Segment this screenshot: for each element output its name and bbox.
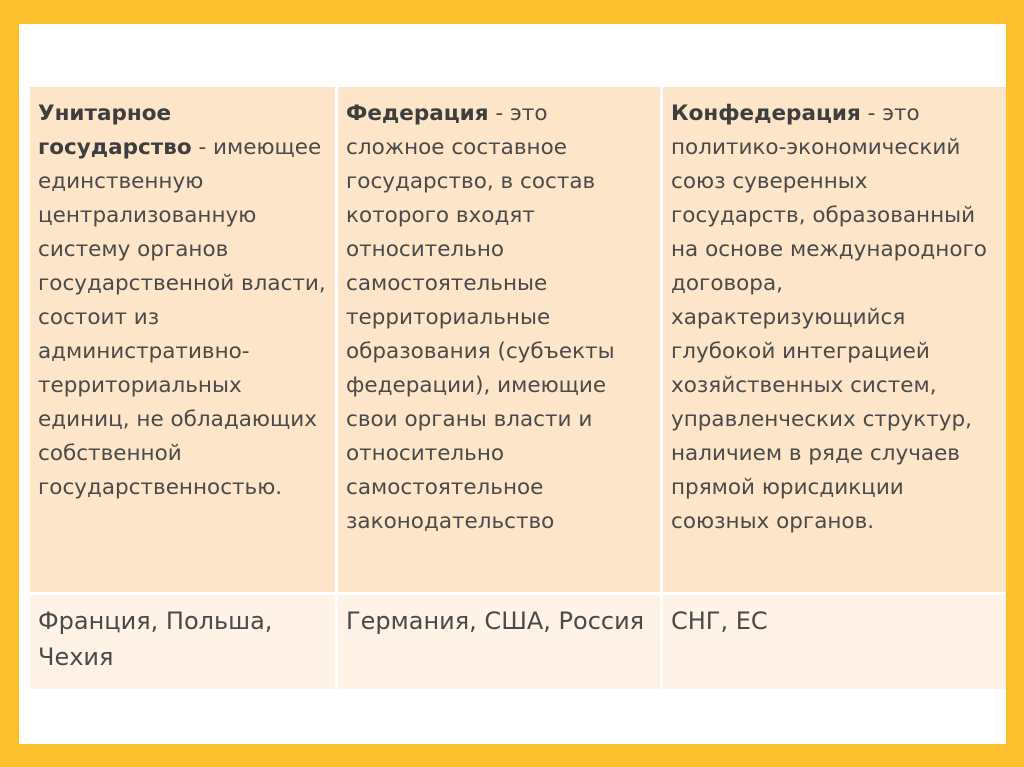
definitions-row bbox=[30, 87, 1006, 592]
examples-federation: Германия, США, Россия bbox=[338, 595, 660, 689]
term-confederation: Конфедерация bbox=[671, 101, 861, 126]
definition-cell-confederation bbox=[663, 87, 1006, 592]
definition-cell-federation bbox=[338, 87, 660, 592]
definition-federation: - это сложное составное государство, в состав которого входят относительно самостоятельные территориальные образования (субъекты федерации), имеющие свои органы власти и относительно самостоятельное законодательство bbox=[346, 101, 615, 534]
definition-cell-unitary bbox=[30, 87, 335, 592]
definition-confederation: - это политико-экономический союз суверенных государств, образованный на основе международного договора, характеризующийся глубокой интеграцией хозяйственных систем, управленческих структур, наличием в ряде случаев прямой юрисдикции союзных органов. bbox=[671, 101, 987, 534]
slide bbox=[19, 24, 1006, 744]
term-unitary: Унитарное государство bbox=[38, 101, 192, 160]
state-forms-table bbox=[27, 84, 1009, 692]
term-federation: Федерация bbox=[346, 101, 489, 126]
definition-unitary: - имеющее единственную централизованную систему органов государственной власти, состоит из административно-территориальных единиц, не обладающих собственной государственностью. bbox=[38, 135, 326, 500]
examples-row bbox=[30, 595, 1006, 689]
examples-confederation: СНГ, ЕС bbox=[663, 595, 1006, 689]
examples-unitary: Франция, Польша, Чехия bbox=[30, 595, 335, 689]
